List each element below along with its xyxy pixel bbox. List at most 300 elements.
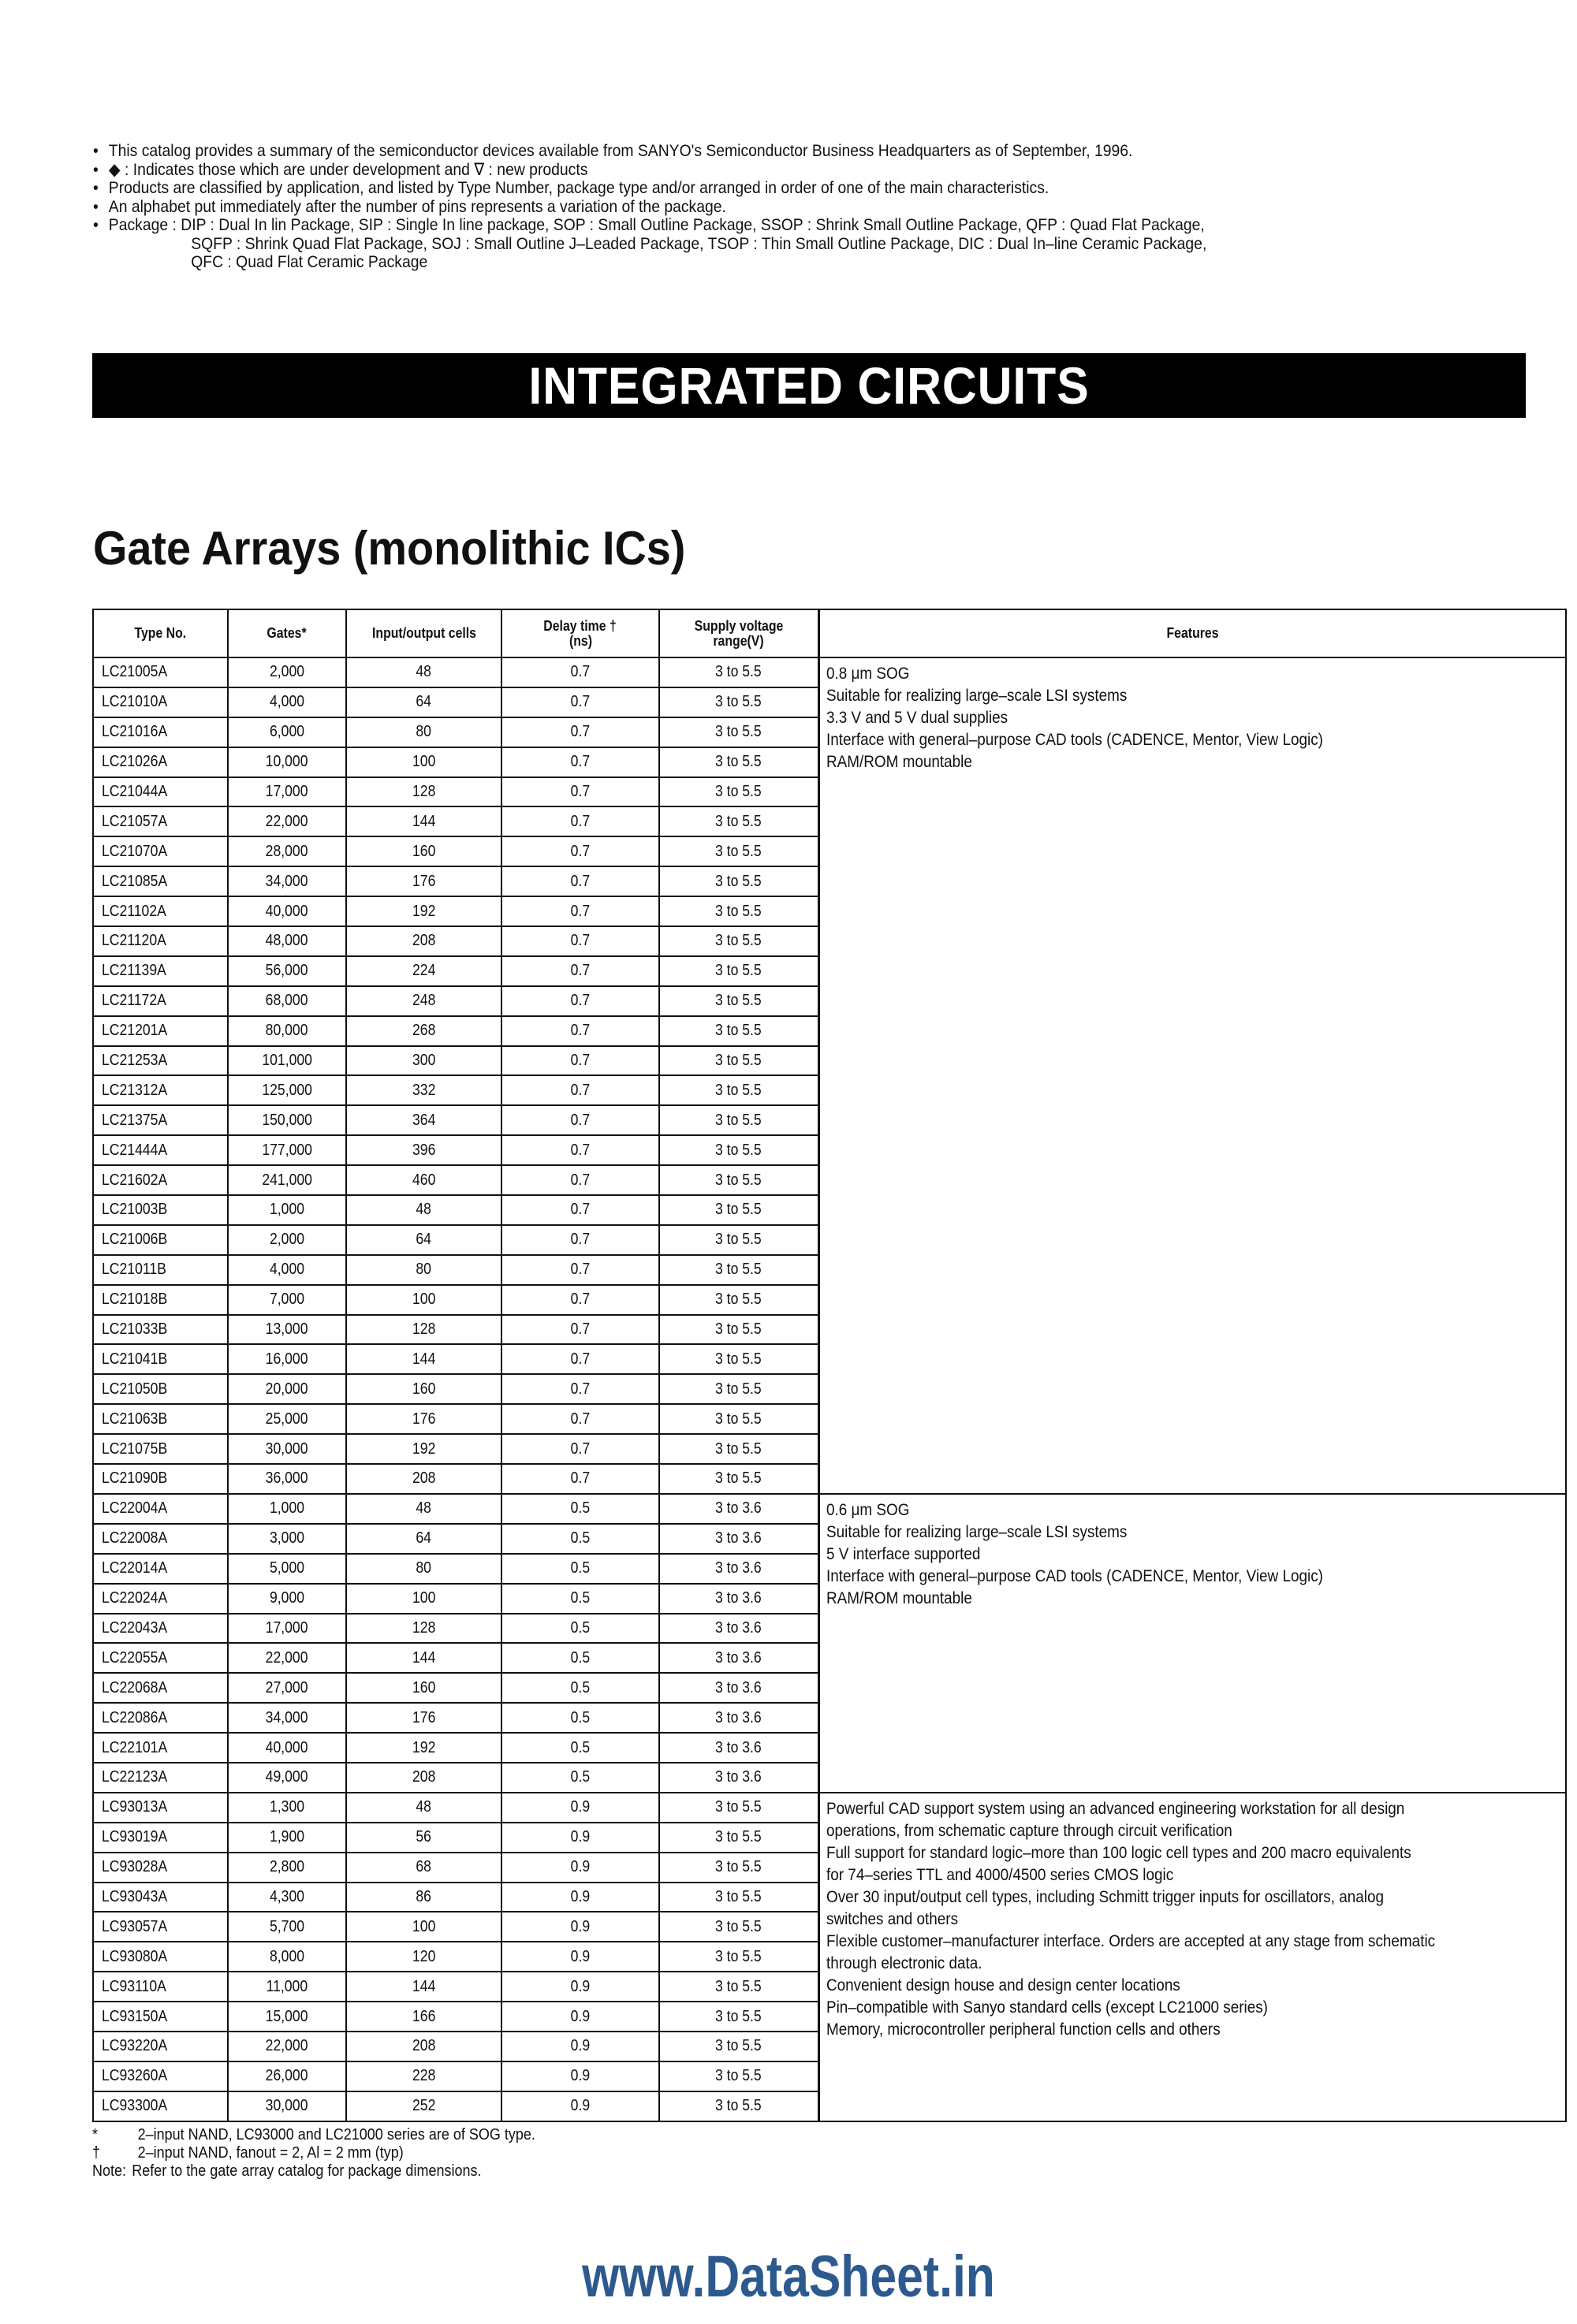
banner-title: INTEGRATED CIRCUITS [528, 356, 1090, 415]
supply-voltage-cell: 3 to 5.5 [659, 1853, 818, 1883]
type-no-cell: LC21006B [93, 1225, 228, 1255]
delay-time-cell: 0.7 [501, 1315, 659, 1345]
io-cells-cell: 48 [346, 1494, 501, 1524]
delay-time-cell: 0.7 [501, 1404, 659, 1434]
gates-cell: 2,800 [228, 1853, 346, 1883]
feature-line: 5 V interface supported [826, 1544, 980, 1563]
feature-line: 0.8 μm SOG [826, 665, 909, 683]
table-row [93, 1793, 1566, 1823]
supply-voltage-cell: 3 to 5.5 [659, 1374, 818, 1404]
delay-time-cell: 0.9 [501, 2002, 659, 2032]
footnote-note: Note: Refer to the gate array catalog for package dimensions. [92, 2162, 482, 2180]
delay-time-cell: 0.7 [501, 836, 659, 866]
supply-voltage-cell: 3 to 3.6 [659, 1733, 818, 1763]
gates-cell: 1,900 [228, 1823, 346, 1853]
gates-cell: 15,000 [228, 2002, 346, 2032]
type-no-cell: LC22043A [93, 1614, 228, 1644]
type-no-cell: LC21312A [93, 1075, 228, 1105]
delay-time-cell: 0.7 [501, 1075, 659, 1105]
feature-line: switches and others [826, 1909, 958, 1928]
bullet-icon: • [93, 215, 99, 234]
gates-cell: 1,300 [228, 1793, 346, 1823]
delay-time-cell: 0.9 [501, 1853, 659, 1883]
supply-voltage-cell: 3 to 3.6 [659, 1554, 818, 1584]
type-no-cell: LC21602A [93, 1165, 228, 1195]
delay-time-cell: 0.7 [501, 1195, 659, 1225]
features-cell [818, 657, 1566, 1494]
supply-voltage-cell: 3 to 5.5 [659, 1404, 818, 1434]
gates-cell: 25,000 [228, 1404, 346, 1434]
feature-line: Full support for standard logic–more than 100 logic cell types and 200 macro equivalents [826, 1843, 1411, 1862]
type-no-cell: LC22055A [93, 1643, 228, 1673]
delay-time-cell: 0.7 [501, 1016, 659, 1046]
gates-cell: 40,000 [228, 1733, 346, 1763]
bullet-icon: • [93, 196, 99, 216]
gates-cell: 48,000 [228, 926, 346, 956]
supply-voltage-cell: 3 to 5.5 [659, 777, 818, 807]
supply-voltage-cell: 3 to 5.5 [659, 1434, 818, 1464]
feature-line: RAM/ROM mountable [826, 1588, 972, 1607]
supply-voltage-cell: 3 to 5.5 [659, 1165, 818, 1195]
supply-voltage-cell: 3 to 5.5 [659, 956, 818, 986]
type-no-cell: LC21172A [93, 986, 228, 1016]
delay-time-cell: 0.7 [501, 1374, 659, 1404]
watermark-link[interactable]: www.DataSheet.in [582, 2244, 995, 2309]
delay-time-cell: 0.7 [501, 806, 659, 836]
type-no-cell: LC93043A [93, 1883, 228, 1912]
gates-cell: 4,300 [228, 1883, 346, 1912]
io-cells-cell: 100 [346, 747, 501, 777]
type-no-cell: LC21010A [93, 687, 228, 717]
supply-voltage-cell: 3 to 5.5 [659, 1344, 818, 1374]
gates-cell: 3,000 [228, 1524, 346, 1554]
delay-time-cell: 0.7 [501, 866, 659, 896]
gates-cell: 36,000 [228, 1464, 346, 1494]
io-cells-cell: 64 [346, 1524, 501, 1554]
supply-voltage-cell: 3 to 5.5 [659, 1793, 818, 1823]
io-cells-cell: 192 [346, 896, 501, 926]
type-no-cell: LC22004A [93, 1494, 228, 1524]
gates-cell: 22,000 [228, 1643, 346, 1673]
feature-line: Over 30 input/output cell types, including Schmitt trigger inputs for oscillators, analog [826, 1887, 1384, 1906]
feature-line: through electronic data. [826, 1953, 982, 1972]
io-cells-cell: 80 [346, 1554, 501, 1584]
table-row [93, 1494, 1566, 1524]
intro-bullet: • ◆ : Indicates those which are under development and ∇ : new products [93, 159, 588, 179]
gates-cell: 56,000 [228, 956, 346, 986]
delay-time-cell: 0.7 [501, 1105, 659, 1135]
io-cells-cell: 48 [346, 1793, 501, 1823]
feature-line: Suitable for realizing large–scale LSI systems [826, 1522, 1127, 1541]
feature-line: RAM/ROM mountable [826, 753, 972, 771]
io-cells-cell: 100 [346, 1285, 501, 1315]
io-cells-cell: 364 [346, 1105, 501, 1135]
delay-time-cell: 0.7 [501, 1225, 659, 1255]
delay-time-cell: 0.7 [501, 1434, 659, 1464]
type-no-cell: LC22086A [93, 1703, 228, 1733]
delay-time-cell: 0.7 [501, 896, 659, 926]
gates-cell: 20,000 [228, 1374, 346, 1404]
feature-line: operations, from schematic capture through circuit verification [826, 1821, 1232, 1840]
delay-time-cell: 0.5 [501, 1643, 659, 1673]
supply-voltage-cell: 3 to 5.5 [659, 2091, 818, 2121]
delay-time-cell: 0.5 [501, 1494, 659, 1524]
supply-voltage-cell: 3 to 5.5 [659, 1016, 818, 1046]
io-cells-cell: 100 [346, 1912, 501, 1942]
delay-time-cell: 0.7 [501, 747, 659, 777]
table-row [93, 657, 1566, 687]
io-cells-cell: 144 [346, 1972, 501, 2002]
io-cells-cell: 144 [346, 1344, 501, 1374]
delay-time-cell: 0.7 [501, 657, 659, 687]
io-cells-cell: 64 [346, 687, 501, 717]
type-no-cell: LC21003B [93, 1195, 228, 1225]
type-no-cell: LC21057A [93, 806, 228, 836]
gates-cell: 28,000 [228, 836, 346, 866]
gates-cell: 22,000 [228, 2032, 346, 2061]
supply-voltage-cell: 3 to 3.6 [659, 1763, 818, 1793]
type-no-cell: LC21375A [93, 1105, 228, 1135]
gates-cell: 1,000 [228, 1494, 346, 1524]
supply-voltage-cell: 3 to 5.5 [659, 1285, 818, 1315]
bullet-icon: • [93, 178, 99, 197]
io-cells-cell: 160 [346, 1374, 501, 1404]
io-cells-cell: 128 [346, 1315, 501, 1345]
supply-voltage-cell: 3 to 5.5 [659, 687, 818, 717]
io-cells-cell: 208 [346, 2032, 501, 2061]
delay-time-cell: 0.7 [501, 1285, 659, 1315]
io-cells-cell: 176 [346, 866, 501, 896]
package-continued-line: QFC : Quad Flat Ceramic Package [191, 252, 428, 271]
delay-time-cell: 0.7 [501, 1255, 659, 1285]
gates-cell: 6,000 [228, 717, 346, 747]
type-no-cell: LC93150A [93, 2002, 228, 2032]
delay-time-cell: 0.7 [501, 1344, 659, 1374]
footnotes [92, 2126, 535, 2181]
gates-cell: 16,000 [228, 1344, 346, 1374]
io-cells-cell: 80 [346, 717, 501, 747]
io-cells-cell: 48 [346, 1195, 501, 1225]
io-cells-cell: 80 [346, 1255, 501, 1285]
gates-cell: 26,000 [228, 2061, 346, 2091]
supply-voltage-cell: 3 to 5.5 [659, 1255, 818, 1285]
supply-voltage-cell: 3 to 5.5 [659, 657, 818, 687]
supply-voltage-cell: 3 to 5.5 [659, 1046, 818, 1076]
io-cells-cell: 208 [346, 1464, 501, 1494]
supply-voltage-cell: 3 to 5.5 [659, 1135, 818, 1165]
supply-voltage-cell: 3 to 5.5 [659, 1315, 818, 1345]
delay-time-cell: 0.7 [501, 986, 659, 1016]
io-cells-cell: 192 [346, 1434, 501, 1464]
table-body [93, 657, 1566, 2121]
gates-cell: 49,000 [228, 1763, 346, 1793]
type-no-cell: LC21018B [93, 1285, 228, 1315]
gates-cell: 11,000 [228, 1972, 346, 2002]
delay-time-cell: 0.9 [501, 2091, 659, 2121]
bullet-icon: • [93, 141, 99, 160]
io-cells-cell: 144 [346, 1643, 501, 1673]
delay-time-cell: 0.5 [501, 1524, 659, 1554]
type-no-cell: LC21005A [93, 657, 228, 687]
type-no-cell: LC21139A [93, 956, 228, 986]
delay-time-cell: 0.7 [501, 926, 659, 956]
supply-voltage-cell: 3 to 5.5 [659, 836, 818, 866]
supply-voltage-cell: 3 to 3.6 [659, 1494, 818, 1524]
type-no-cell: LC21075B [93, 1434, 228, 1464]
gates-cell: 2,000 [228, 657, 346, 687]
io-cells-cell: 224 [346, 956, 501, 986]
gates-cell: 5,000 [228, 1554, 346, 1584]
header-supply-voltage: Supply voltage range(V) [659, 609, 818, 657]
intro-bullet: • Products are classified by application, and listed by Type Number, package type and/or arranged in order of one of the main characteristics. [93, 178, 1049, 197]
supply-voltage-cell: 3 to 3.6 [659, 1673, 818, 1703]
delay-time-cell: 0.9 [501, 2061, 659, 2091]
feature-line: Memory, microcontroller peripheral function cells and others [826, 2020, 1221, 2039]
gates-cell: 101,000 [228, 1046, 346, 1076]
header-type-no: Type No. [93, 609, 228, 657]
type-no-cell: LC21033B [93, 1315, 228, 1345]
intro-bullet: • Package : DIP : Dual In lin Package, SIP : Single In line package, SOP : Small Outline Package, SSOP : Shrink Small Outline Package, QFP : Quad Flat Package, [93, 215, 1205, 234]
delay-time-cell: 0.5 [501, 1703, 659, 1733]
gates-cell: 7,000 [228, 1285, 346, 1315]
gates-cell: 177,000 [228, 1135, 346, 1165]
io-cells-cell: 64 [346, 1225, 501, 1255]
feature-line: 0.6 μm SOG [826, 1500, 909, 1519]
gates-cell: 27,000 [228, 1673, 346, 1703]
type-no-cell: LC93019A [93, 1823, 228, 1853]
gates-cell: 125,000 [228, 1075, 346, 1105]
delay-time-cell: 0.9 [501, 1912, 659, 1942]
page-title: Gate Arrays (monolithic ICs) [93, 522, 686, 575]
supply-voltage-cell: 3 to 5.5 [659, 2032, 818, 2061]
delay-time-cell: 0.5 [501, 1733, 659, 1763]
delay-time-cell: 0.5 [501, 1673, 659, 1703]
io-cells-cell: 460 [346, 1165, 501, 1195]
feature-line: Suitable for realizing large–scale LSI systems [826, 687, 1127, 705]
delay-time-cell: 0.9 [501, 1942, 659, 1972]
gates-cell: 4,000 [228, 687, 346, 717]
intro-bullet: • This catalog provides a summary of the semiconductor devices available from SANYO's Semiconductor Business Headquarters as of September, 1996. [93, 141, 1133, 160]
type-no-cell: LC21063B [93, 1404, 228, 1434]
intro-bullet: • An alphabet put immediately after the number of pins represents a variation of the package. [93, 196, 726, 216]
type-no-cell: LC21026A [93, 747, 228, 777]
io-cells-cell: 100 [346, 1584, 501, 1614]
io-cells-cell: 176 [346, 1703, 501, 1733]
delay-time-cell: 0.5 [501, 1763, 659, 1793]
gates-cell: 150,000 [228, 1105, 346, 1135]
gate-array-table [92, 609, 1567, 2122]
gates-cell: 30,000 [228, 2091, 346, 2121]
io-cells-cell: 86 [346, 1883, 501, 1912]
delay-time-cell: 0.5 [501, 1554, 659, 1584]
gates-cell: 34,000 [228, 866, 346, 896]
supply-voltage-cell: 3 to 5.5 [659, 926, 818, 956]
feature-line: Convenient design house and design center locations [826, 1976, 1180, 1994]
type-no-cell: LC22101A [93, 1733, 228, 1763]
supply-voltage-cell: 3 to 5.5 [659, 717, 818, 747]
delay-time-cell: 0.7 [501, 687, 659, 717]
type-no-cell: LC22123A [93, 1763, 228, 1793]
io-cells-cell: 332 [346, 1075, 501, 1105]
delay-time-cell: 0.7 [501, 1165, 659, 1195]
supply-voltage-cell: 3 to 5.5 [659, 866, 818, 896]
type-no-cell: LC21090B [93, 1464, 228, 1494]
section-banner [92, 353, 1526, 418]
supply-voltage-cell: 3 to 5.5 [659, 1225, 818, 1255]
supply-voltage-cell: 3 to 3.6 [659, 1703, 818, 1733]
delay-time-cell: 0.7 [501, 1464, 659, 1494]
type-no-cell: LC21102A [93, 896, 228, 926]
gates-cell: 34,000 [228, 1703, 346, 1733]
type-no-cell: LC21201A [93, 1016, 228, 1046]
io-cells-cell: 192 [346, 1733, 501, 1763]
supply-voltage-cell: 3 to 3.6 [659, 1524, 818, 1554]
delay-time-cell: 0.7 [501, 717, 659, 747]
delay-time-cell: 0.5 [501, 1614, 659, 1644]
type-no-cell: LC21085A [93, 866, 228, 896]
delay-time-cell: 0.5 [501, 1584, 659, 1614]
io-cells-cell: 396 [346, 1135, 501, 1165]
io-cells-cell: 144 [346, 806, 501, 836]
feature-line: Powerful CAD support system using an advanced engineering workstation for all design [826, 1799, 1404, 1818]
type-no-cell: LC22024A [93, 1584, 228, 1614]
table-header-row [93, 609, 1566, 657]
gates-cell: 17,000 [228, 777, 346, 807]
type-no-cell: LC21050B [93, 1374, 228, 1404]
type-no-cell: LC21041B [93, 1344, 228, 1374]
type-no-cell: LC93057A [93, 1912, 228, 1942]
io-cells-cell: 128 [346, 777, 501, 807]
features-cell [818, 1793, 1566, 2121]
io-cells-cell: 176 [346, 1404, 501, 1434]
gates-cell: 8,000 [228, 1942, 346, 1972]
package-continued-line: SQFP : Shrink Quad Flat Package, SOJ : Small Outline J–Leaded Package, TSOP : Thin Small Outline Package, DIC : Dual In–line Ceramic Package, [191, 233, 1207, 253]
header-io-cells: Input/output cells [346, 609, 501, 657]
io-cells-cell: 228 [346, 2061, 501, 2091]
type-no-cell: LC93300A [93, 2091, 228, 2121]
gates-cell: 22,000 [228, 806, 346, 836]
catalog-intro [93, 142, 1370, 272]
delay-time-cell: 0.7 [501, 1046, 659, 1076]
io-cells-cell: 268 [346, 1016, 501, 1046]
bullet-icon: • [93, 159, 99, 179]
feature-line: Pin–compatible with Sanyo standard cells (except LC21000 series) [826, 1998, 1268, 2017]
io-cells-cell: 208 [346, 1763, 501, 1793]
io-cells-cell: 160 [346, 836, 501, 866]
io-cells-cell: 160 [346, 1673, 501, 1703]
supply-voltage-cell: 3 to 3.6 [659, 1643, 818, 1673]
io-cells-cell: 68 [346, 1853, 501, 1883]
header-features: Features [818, 609, 1566, 657]
gates-cell: 40,000 [228, 896, 346, 926]
supply-voltage-cell: 3 to 5.5 [659, 1075, 818, 1105]
io-cells-cell: 120 [346, 1942, 501, 1972]
feature-line: for 74–series TTL and 4000/4500 series CMOS logic [826, 1865, 1173, 1884]
features-cell [818, 1494, 1566, 1793]
supply-voltage-cell: 3 to 5.5 [659, 1823, 818, 1853]
gates-cell: 10,000 [228, 747, 346, 777]
supply-voltage-cell: 3 to 5.5 [659, 896, 818, 926]
io-cells-cell: 248 [346, 986, 501, 1016]
gates-cell: 68,000 [228, 986, 346, 1016]
supply-voltage-cell: 3 to 5.5 [659, 2061, 818, 2091]
type-no-cell: LC21253A [93, 1046, 228, 1076]
gates-cell: 80,000 [228, 1016, 346, 1046]
type-no-cell: LC93013A [93, 1793, 228, 1823]
feature-line: Interface with general–purpose CAD tools (CADENCE, Mentor, View Logic) [826, 731, 1323, 749]
watermark [142, 2245, 1435, 2308]
type-no-cell: LC93028A [93, 1853, 228, 1883]
supply-voltage-cell: 3 to 5.5 [659, 1464, 818, 1494]
type-no-cell: LC21011B [93, 1255, 228, 1285]
gates-cell: 241,000 [228, 1165, 346, 1195]
type-no-cell: LC22008A [93, 1524, 228, 1554]
type-no-cell: LC21070A [93, 836, 228, 866]
type-no-cell: LC93110A [93, 1972, 228, 2002]
io-cells-cell: 128 [346, 1614, 501, 1644]
type-no-cell: LC21120A [93, 926, 228, 956]
delay-time-cell: 0.7 [501, 956, 659, 986]
supply-voltage-cell: 3 to 5.5 [659, 2002, 818, 2032]
gates-cell: 9,000 [228, 1584, 346, 1614]
delay-time-cell: 0.9 [501, 1793, 659, 1823]
delay-time-cell: 0.9 [501, 1972, 659, 2002]
type-no-cell: LC93260A [93, 2061, 228, 2091]
type-no-cell: LC93080A [93, 1942, 228, 1972]
supply-voltage-cell: 3 to 5.5 [659, 1883, 818, 1912]
gates-cell: 2,000 [228, 1225, 346, 1255]
gates-cell: 5,700 [228, 1912, 346, 1942]
delay-time-cell: 0.7 [501, 1135, 659, 1165]
type-no-cell: LC22014A [93, 1554, 228, 1584]
supply-voltage-cell: 3 to 5.5 [659, 1972, 818, 2002]
delay-time-cell: 0.9 [501, 1883, 659, 1912]
feature-line: Flexible customer–manufacturer interface. Orders are accepted at any stage from schematic [826, 1931, 1435, 1950]
header-gates: Gates* [228, 609, 346, 657]
type-no-cell: LC93220A [93, 2032, 228, 2061]
gates-cell: 4,000 [228, 1255, 346, 1285]
io-cells-cell: 252 [346, 2091, 501, 2121]
feature-line: 3.3 V and 5 V dual supplies [826, 709, 1008, 727]
supply-voltage-cell: 3 to 5.5 [659, 747, 818, 777]
supply-voltage-cell: 3 to 5.5 [659, 1105, 818, 1135]
gates-cell: 13,000 [228, 1315, 346, 1345]
supply-voltage-cell: 3 to 3.6 [659, 1584, 818, 1614]
gates-cell: 30,000 [228, 1434, 346, 1464]
gates-cell: 1,000 [228, 1195, 346, 1225]
type-no-cell: LC21044A [93, 777, 228, 807]
footnote-delay: † 2–input NAND, fanout = 2, Al = 2 mm (typ) [92, 2144, 404, 2162]
type-no-cell: LC21444A [93, 1135, 228, 1165]
header-delay-time: Delay time † (ns) [501, 609, 659, 657]
delay-time-cell: 0.9 [501, 1823, 659, 1853]
supply-voltage-cell: 3 to 5.5 [659, 1195, 818, 1225]
type-no-cell: LC22068A [93, 1673, 228, 1703]
supply-voltage-cell: 3 to 5.5 [659, 986, 818, 1016]
delay-time-cell: 0.9 [501, 2032, 659, 2061]
io-cells-cell: 300 [346, 1046, 501, 1076]
supply-voltage-cell: 3 to 5.5 [659, 1942, 818, 1972]
supply-voltage-cell: 3 to 5.5 [659, 1912, 818, 1942]
supply-voltage-cell: 3 to 5.5 [659, 806, 818, 836]
footnote-gates: * 2–input NAND, LC93000 and LC21000 series are of SOG type. [92, 2126, 535, 2143]
io-cells-cell: 56 [346, 1823, 501, 1853]
delay-time-cell: 0.7 [501, 777, 659, 807]
io-cells-cell: 166 [346, 2002, 501, 2032]
gates-cell: 17,000 [228, 1614, 346, 1644]
type-no-cell: LC21016A [93, 717, 228, 747]
supply-voltage-cell: 3 to 3.6 [659, 1614, 818, 1644]
